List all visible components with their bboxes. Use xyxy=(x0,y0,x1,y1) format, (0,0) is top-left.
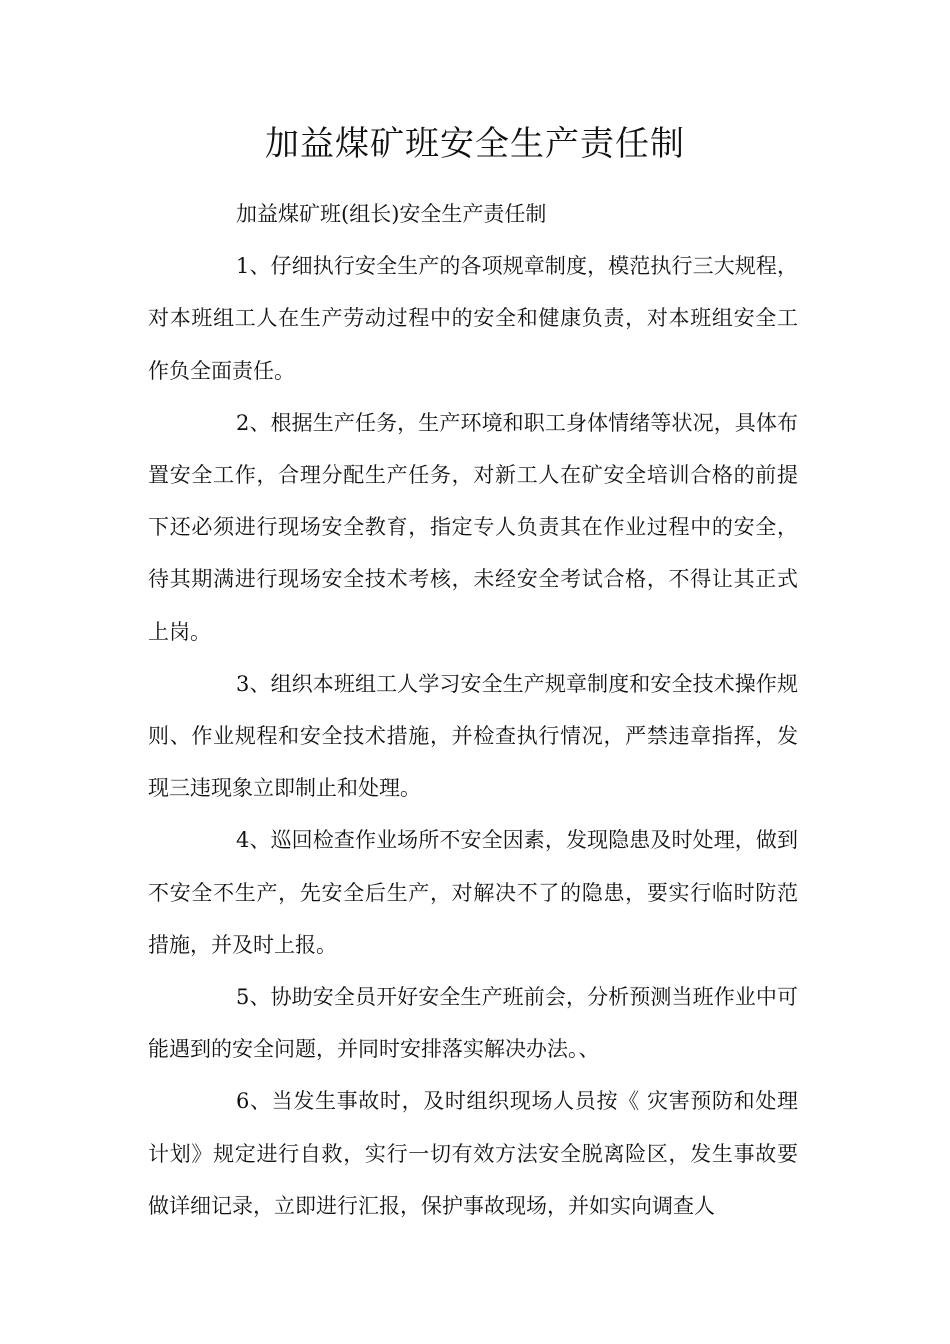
clause-1-paragraph: 1、仔细执行安全生产的各项规章制度，模范执行三大规程，对本班组工人在生产劳动过程中的安全和健康负责，对本班组安全工作负全面责任。 xyxy=(148,254,798,383)
clause-6-paragraph: 6、当发生事故时，及时组织现场人员按《 灾害预防和处理计划》规定进行自救，实行一切有效方法安全脱离险区，发生事故要做详细记录，立即进行汇报，保护事故现场，并如实向调查人 xyxy=(148,1089,798,1218)
clause-4-paragraph: 4、巡回检查作业场所不安全因素，发现隐患及时处理，做到不安全不生产，先安全后生产，对解决不了的隐患，要实行临时防范措施，并及时上报。 xyxy=(148,828,798,957)
document-body xyxy=(148,188,798,1232)
clause-5-paragraph: 5、协助安全员开好安全生产班前会，分析预测当班作业中可能遇到的安全问题，并同时安排落实解决办法。、 xyxy=(148,985,798,1062)
clause-3-paragraph: 3、组织本班组工人学习安全生产规章制度和安全技术操作规则、作业规程和安全技术措施，并检查执行情况，严禁违章指挥，发现三违现象立即制止和处理。 xyxy=(148,671,798,801)
clause-2-paragraph: 2、根据生产任务，生产环境和职工身体情绪等状况，具体布置安全工作，合理分配生产任务，对新工人在矿安全培训合格的前提下还必须进行现场安全教育，指定专人负责其在作业过程中的安全，待其期满进行现场安全技术考核，未经安全考试合格，不得让其正式上岗。 xyxy=(148,410,798,644)
document-title: 加益煤矿班安全生产责任制 xyxy=(265,124,685,164)
subtitle-paragraph: 加益煤矿班(组长)安全生产责任制 xyxy=(236,202,547,226)
